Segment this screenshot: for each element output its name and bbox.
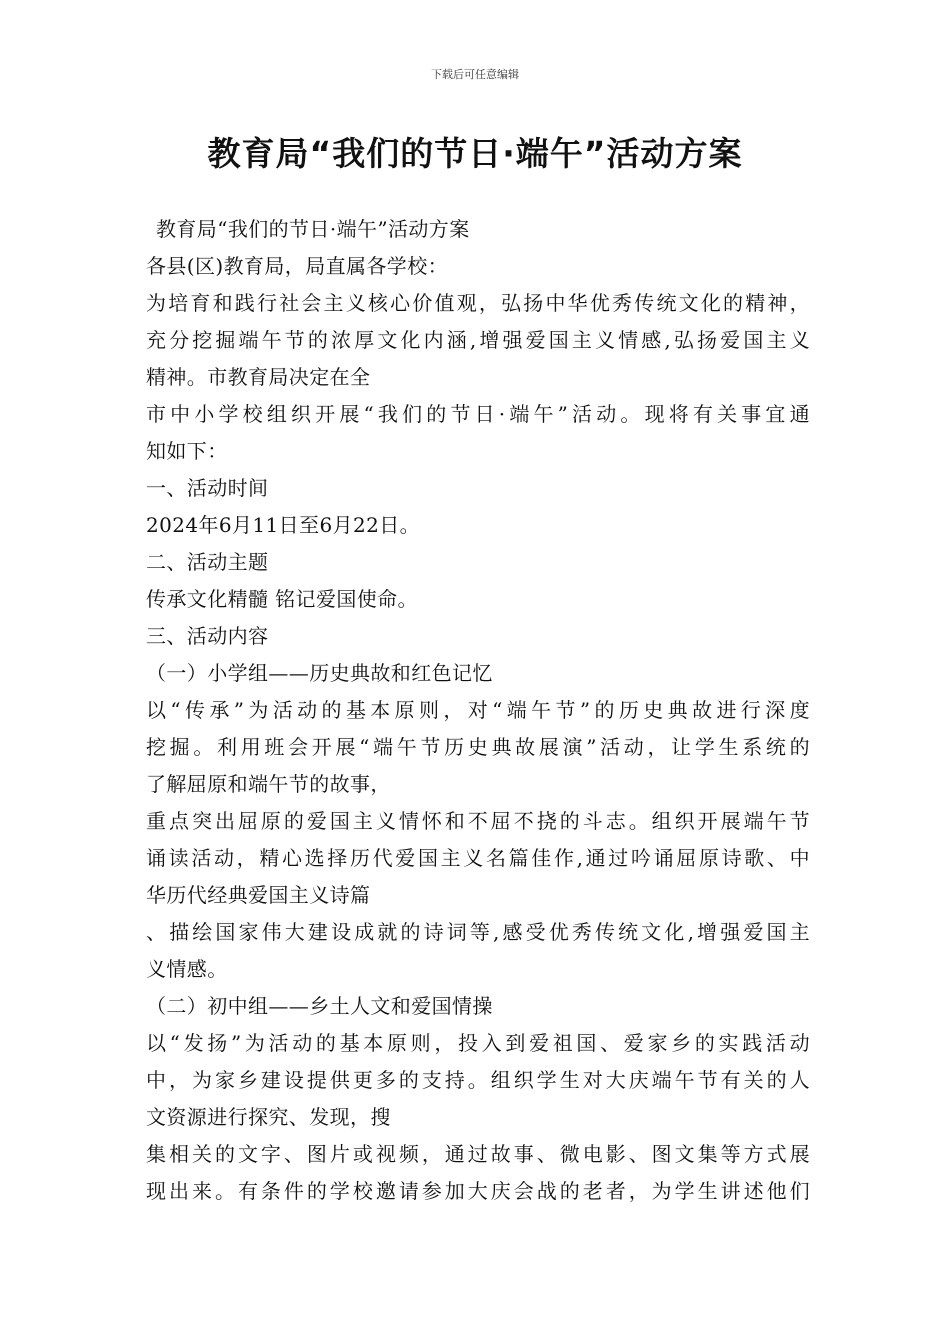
body-line: 文资源进行探究、发现，搜 [146, 1105, 391, 1129]
body-line: 现出来。有条件的学校邀请参加大庆会战的老者，为学生讲述他们 [146, 1179, 810, 1203]
body-line: 精神。市教育局决定在全 [146, 365, 371, 389]
body-line: 挖掘。利用班会开展“端午节历史典故展演”活动，让学生系统的 [146, 735, 810, 759]
document-title: 教育局“我们的节日·端午”活动方案 [207, 134, 743, 173]
section-heading: 三、活动内容 [146, 624, 269, 648]
body-line: 集相关的文字、图片或视频，通过故事、微电影、图文集等方式展 [146, 1142, 810, 1166]
body-line: 以“传承”为活动的基本原则，对“端午节”的历史典故进行深度 [146, 698, 810, 722]
body-line: 义情感。 [146, 957, 228, 981]
body-line: 传承文化精髓 铭记爱国使命。 [146, 587, 418, 611]
body-line: 诵读活动，精心选择历代爱国主义名篇佳作,通过吟诵屈原诗歌、中 [146, 846, 810, 870]
body-line: 重点突出屈原的爱国主义情怀和不屈不挠的斗志。组织开展端午节 [146, 809, 810, 833]
body-line: 为培育和践行社会主义核心价值观，弘扬中华优秀传统文化的精神， [146, 291, 810, 315]
body-line: 知如下： [146, 439, 228, 463]
subsection-heading: （一）小学组——历史典故和红色记忆 [146, 661, 493, 685]
body-line: 各县(区)教育局，局直属各学校： [146, 254, 449, 278]
document-body [146, 211, 810, 1210]
body-line: 了解屈原和端午节的故事， [146, 772, 391, 796]
subsection-heading: （二）初中组——乡土人文和爱国情操 [146, 994, 493, 1018]
body-line: 中，为家乡建设提供更多的支持。组织学生对大庆端午节有关的人 [146, 1068, 810, 1092]
body-line: 充分挖掘端午节的浓厚文化内涵,增强爱国主义情感,弘扬爱国主义 [146, 328, 810, 352]
body-line: 华历代经典爱国主义诗篇 [146, 883, 371, 907]
header-note: 下载后可任意编辑 [431, 68, 519, 81]
section-heading: 一、活动时间 [146, 476, 269, 500]
body-line: 、描绘国家伟大建设成就的诗词等,感受优秀传统文化,增强爱国主 [146, 920, 810, 944]
body-line: 2024年6月11日至6月22日。 [146, 513, 421, 537]
body-line: 以“发扬”为活动的基本原则，投入到爱祖国、爱家乡的实践活动 [146, 1031, 810, 1055]
body-line: 市中小学校组织开展“我们的节日·端午”活动。现将有关事宜通 [146, 402, 810, 426]
body-line: 教育局“我们的节日·端午”活动方案 [156, 217, 470, 241]
section-heading: 二、活动主题 [146, 550, 269, 574]
